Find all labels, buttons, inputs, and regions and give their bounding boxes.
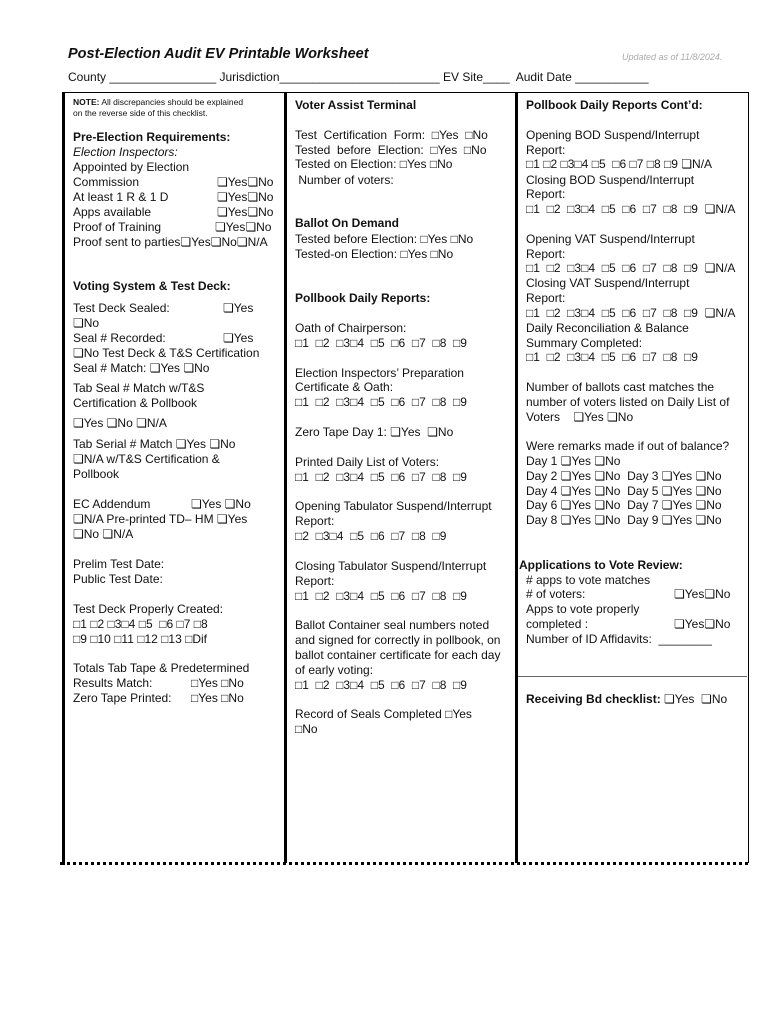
apps-proper-checkboxes[interactable]: ❏Yes❏No <box>674 617 731 631</box>
test-deck-checkboxes-2[interactable]: □9 □10 □11 □12 □13 □Dif <box>73 632 207 646</box>
tab-serial-line-1[interactable]: Tab Serial # Match ❏Yes ❏No <box>73 437 236 451</box>
oath-checkboxes[interactable]: □1 □2 □3□4 □5 □6 □7 □8 □9 <box>295 336 467 350</box>
page-title: Post-Election Audit EV Printable Worksheet <box>68 46 369 62</box>
opening-tab-checkboxes[interactable]: □2 □3□4 □5 □6 □7 □8 □9 <box>295 529 447 543</box>
pollbook-daily-heading: Pollbook Daily Reports: <box>295 291 431 305</box>
pre-election-heading: Pre-Election Requirements: <box>73 130 231 144</box>
remarks-day-8-9[interactable]: Day 8 ❏Yes ❏No Day 9 ❏Yes ❏No <box>526 513 722 527</box>
closing-tab-line-2: Report: <box>295 574 335 588</box>
remarks-day-6-7[interactable]: Day 6 ❏Yes ❏No Day 7 ❏Yes ❏No <box>526 498 722 512</box>
apps-review-heading: Applications to Vote Review: <box>519 558 683 572</box>
closing-bod-line-2: Report: <box>526 187 566 201</box>
apps-match-line-1: # apps to vote matches <box>526 573 651 587</box>
totals-line-2: Results Match: <box>73 676 153 690</box>
receiving-board-checklist[interactable]: Receiving Bd checklist: ❏Yes ❏No <box>526 692 728 706</box>
zero-tape-day1[interactable]: Zero Tape Day 1: ❏Yes ❏No <box>295 425 454 439</box>
opening-vat-line-1: Opening VAT Suspend/Interrupt <box>526 232 695 246</box>
r-and-d-label: At least 1 R & 1 D <box>73 190 169 204</box>
closing-tab-line-1: Closing Tabulator Suspend/Interrupt <box>295 559 487 573</box>
bod-heading: Ballot On Demand <box>295 216 400 230</box>
section-divider <box>518 676 747 677</box>
vat-cert-form[interactable]: Test Certification Form: □Yes □No <box>295 128 488 142</box>
prelim-test-date: Prelim Test Date: <box>73 557 165 571</box>
totals-checkboxes[interactable]: □Yes □No <box>191 676 244 690</box>
column-pollbook-contd <box>518 93 749 863</box>
test-deck-sealed-no[interactable]: ❏No <box>73 316 100 330</box>
remarks-day-4-5[interactable]: Day 4 ❏Yes ❏No Day 5 ❏Yes ❏No <box>526 484 722 498</box>
zero-tape-checkboxes[interactable]: □Yes □No <box>191 691 244 705</box>
column-pre-election <box>65 93 287 863</box>
opening-tab-line-1: Opening Tabulator Suspend/Interrupt <box>295 499 492 513</box>
ballots-match-line-2: number of voters listed on Daily List of <box>526 395 730 409</box>
closing-vat-line-2: Report: <box>526 291 566 305</box>
apps-available-label: Apps available <box>73 205 152 219</box>
reconciliation-line-2: Summary Completed: <box>526 336 643 350</box>
ballot-container-line-1: Ballot Container seal numbers noted <box>295 618 490 632</box>
closing-bod-line-1: Closing BOD Suspend/Interrupt <box>526 173 695 187</box>
closing-tab-checkboxes[interactable]: □1 □2 □3□4 □5 □6 □7 □8 □9 <box>295 589 467 603</box>
apps-proper-line-1: Apps to vote properly <box>526 602 640 616</box>
opening-vat-checkboxes[interactable]: □1 □2 □3□4 □5 □6 □7 □8 □9 ❏N/A <box>526 261 736 275</box>
column-vat-bod-pollbook <box>287 93 518 863</box>
training-label: Proof of Training <box>73 220 162 234</box>
remarks-question: Were remarks made if out of balance? <box>526 439 730 453</box>
ballots-match-line-1: Number of ballots cast matches the <box>526 380 715 394</box>
apps-proper-line-2: completed : <box>526 617 589 631</box>
vat-number-of-voters: Number of voters: <box>295 173 394 187</box>
note-line-2: on the reverse side of this checklist. <box>73 108 208 118</box>
prep-line-1: Election Inspectors’ Preparation <box>295 366 464 380</box>
closing-bod-checkboxes[interactable]: □1 □2 □3□4 □5 □6 □7 □8 □9 ❏N/A <box>526 202 736 216</box>
seal-recorded-label: Seal # Recorded: <box>73 331 166 345</box>
proof-sent-row[interactable]: Proof sent to parties❏Yes❏No❏N/A <box>73 235 268 249</box>
printed-list-label: Printed Daily List of Voters: <box>295 455 440 469</box>
opening-tab-line-2: Report: <box>295 514 335 528</box>
vat-tested-on[interactable]: Tested on Election: □Yes □No <box>295 157 453 171</box>
tab-serial-line-3: Pollbook <box>73 467 120 481</box>
id-affidavits[interactable]: Number of ID Affidavits: ________ <box>526 632 712 646</box>
remarks-day-2-3[interactable]: Day 2 ❏Yes ❏No Day 3 ❏Yes ❏No <box>526 469 722 483</box>
bod-tested-before[interactable]: Tested before Election: □Yes □No <box>295 232 474 246</box>
test-deck-sealed-label: Test Deck Sealed: <box>73 301 170 315</box>
seal-recorded-yes[interactable]: ❏Yes <box>223 331 254 345</box>
no-test-deck-row[interactable]: ❏No Test Deck & T&S Certification <box>73 346 260 360</box>
tab-seal-line-1: Tab Seal # Match w/T&S <box>73 381 205 395</box>
opening-bod-line-2: Report: <box>526 143 566 157</box>
vat-tested-before[interactable]: Tested before Election: □Yes □No <box>295 143 487 157</box>
bod-tested-on[interactable]: Tested-on Election: □Yes □No <box>295 247 454 261</box>
appointed-label: Appointed by Election <box>73 160 190 174</box>
prep-line-2: Certificate & Oath: <box>295 380 394 394</box>
oath-label: Oath of Chairperson: <box>295 321 407 335</box>
commission-checkboxes[interactable]: ❏Yes❏No <box>217 175 274 189</box>
record-of-seals-line-1[interactable]: Record of Seals Completed □Yes <box>295 707 472 721</box>
ec-preprinted-row-2[interactable]: ❏No ❏N/A <box>73 527 134 541</box>
printed-list-checkboxes[interactable]: □1 □2 □3□4 □5 □6 □7 □8 □9 <box>295 470 467 484</box>
totals-line-1: Totals Tab Tape & Predetermined <box>73 661 250 675</box>
apps-match-checkboxes[interactable]: ❏Yes❏No <box>674 587 731 601</box>
prep-checkboxes[interactable]: □1 □2 □3□4 □5 □6 □7 □8 □9 <box>295 395 467 409</box>
tab-serial-line-2[interactable]: ❏N/A w/T&S Certification & <box>73 452 220 466</box>
record-of-seals-line-2[interactable]: □No <box>295 722 318 736</box>
ballot-container-line-4: of early voting: <box>295 663 374 677</box>
election-inspectors-subheading: Election Inspectors: <box>73 145 178 159</box>
worksheet-grid <box>62 92 749 865</box>
opening-vat-line-2: Report: <box>526 247 566 261</box>
bottom-dotted-rule <box>60 862 748 865</box>
zero-tape-label: Zero Tape Printed: <box>73 691 172 705</box>
tab-seal-line-2: Certification & Pollbook <box>73 396 198 410</box>
opening-bod-line-1: Opening BOD Suspend/Interrupt <box>526 128 700 142</box>
opening-bod-checkboxes[interactable]: □1 □2 □3□4 □5 □6 □7 □8 □9 ❏N/A <box>526 157 713 171</box>
commission-label: Commission <box>73 175 140 189</box>
public-test-date: Public Test Date: <box>73 572 163 586</box>
voting-system-heading: Voting System & Test Deck: <box>73 279 231 293</box>
vat-heading: Voter Assist Terminal <box>295 98 417 112</box>
reconciliation-line-1: Daily Reconciliation & Balance <box>526 321 689 335</box>
header-fields-line: County ________________ Jurisdiction________________________ EV Site____ Audit Date ___________ <box>68 70 649 84</box>
reconciliation-checkboxes[interactable]: □1 □2 □3□4 □5 □6 □7 □8 □9 <box>526 350 698 364</box>
test-deck-properly-created: Test Deck Properly Created: <box>73 602 224 616</box>
remarks-day-1[interactable]: Day 1 ❏Yes ❏No <box>526 454 621 468</box>
apps-match-line-2: # of voters: <box>526 587 586 601</box>
tab-seal-checkboxes[interactable]: ❏Yes ❏No ❏N/A <box>73 416 167 430</box>
closing-vat-line-1: Closing VAT Suspend/Interrupt <box>526 276 690 290</box>
ballot-container-checkboxes[interactable]: □1 □2 □3□4 □5 □6 □7 □8 □9 <box>295 678 467 692</box>
ballots-match-checkboxes[interactable]: Voters ❏Yes ❏No <box>526 410 634 424</box>
r-and-d-checkboxes[interactable]: ❏Yes❏No <box>217 190 274 204</box>
closing-vat-checkboxes[interactable]: □1 □2 □3□4 □5 □6 □7 □8 □9 ❏N/A <box>526 306 736 320</box>
pollbook-contd-heading: Pollbook Daily Reports Cont’d: <box>526 98 703 112</box>
apps-available-checkboxes[interactable]: ❏Yes❏No <box>217 205 274 219</box>
ec-addendum-label: EC Addendum <box>73 497 151 511</box>
ec-preprinted-row[interactable]: ❏N/A Pre-printed TD– HM ❏Yes <box>73 512 248 526</box>
seal-match-row[interactable]: Seal # Match: ❏Yes ❏No <box>73 361 210 375</box>
ballot-container-line-2: and signed for correctly in pollbook, on <box>295 633 501 647</box>
test-deck-checkboxes-1[interactable]: □1 □2 □3□4 □5 □6 □7 □8 <box>73 617 208 631</box>
ballot-container-line-3: ballot container certificate for each day <box>295 648 501 662</box>
ec-addendum-checkboxes[interactable]: ❏Yes ❏No <box>191 497 251 511</box>
training-checkboxes[interactable]: ❏Yes❏No <box>215 220 272 234</box>
note-line-1: NOTE: All discrepancies should be explained <box>73 97 244 107</box>
test-deck-sealed-yes[interactable]: ❏Yes <box>223 301 254 315</box>
updated-date: Updated as of 11/8/2024. <box>622 52 723 62</box>
